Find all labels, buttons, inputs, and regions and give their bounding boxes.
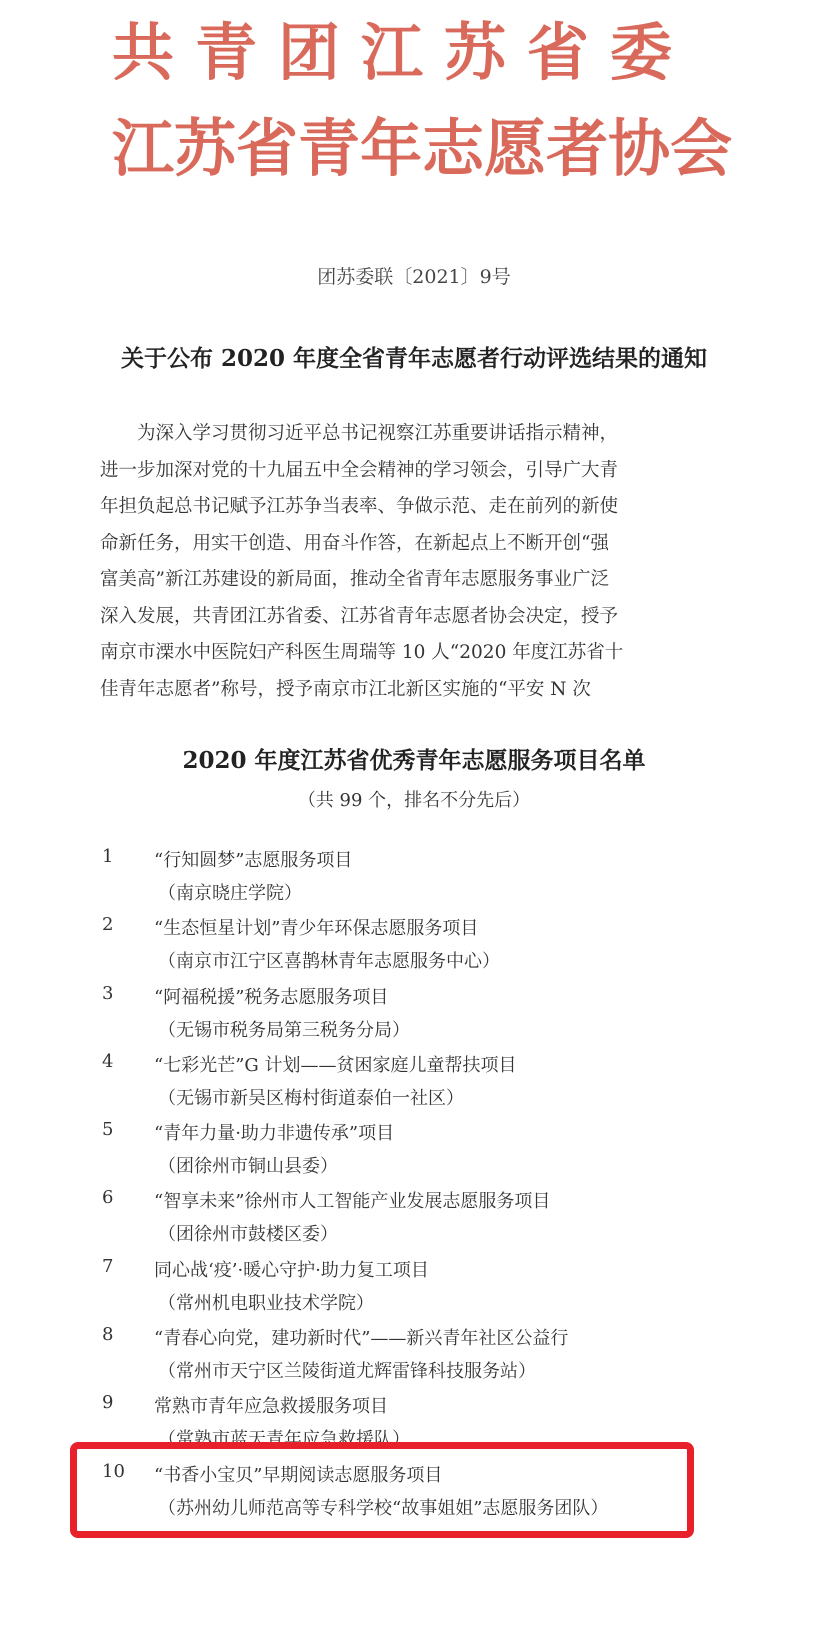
item-name: “生态恒星计划”青少年环保志愿服务项目 xyxy=(154,918,479,940)
item-number: 6 xyxy=(102,1187,114,1209)
item-name: “七彩光芒”G 计划——贫困家庭儿童帮扶项目 xyxy=(154,1054,517,1076)
list-item xyxy=(0,1256,828,1324)
item-name: “青春心向党，建功新时代”——新兴青年社区公益行 xyxy=(154,1328,569,1350)
item-organization: （苏州幼儿师范高等专科学校“故事姐姐”志愿服务团队） xyxy=(158,1497,609,1519)
body-line: 为深入学习贯彻习近平总书记视察江苏重要讲话指示精神， xyxy=(100,423,619,444)
list-item xyxy=(0,1324,828,1392)
letterhead-line-1 xyxy=(112,16,672,89)
item-name: 常熟市青年应急救援服务项目 xyxy=(154,1396,388,1418)
letterhead-char: 委 xyxy=(609,16,672,89)
letterhead-char: 年 xyxy=(360,112,423,185)
item-organization: （常州机电职业技术学院） xyxy=(158,1292,374,1314)
document-title: 关于公布 2020 年度全省青年志愿者行动评选结果的通知 xyxy=(120,345,708,372)
item-organization: （团徐州市鼓楼区委） xyxy=(158,1224,338,1246)
document-number: 团苏委联〔2021〕9号 xyxy=(317,266,511,288)
item-organization: （无锡市税务局第三税务分局） xyxy=(158,1019,410,1041)
item-organization: （常州市天宁区兰陵街道尤辉雷锋科技服务站） xyxy=(158,1361,536,1383)
letterhead-char: 愿 xyxy=(484,112,547,185)
project-list xyxy=(0,846,828,1529)
item-number: 5 xyxy=(102,1119,114,1141)
body-line: 南京市溧水中医院妇产科医生周瑞等 10 人“2020 年度江苏省十 xyxy=(100,642,624,663)
item-name: “行知圆梦”志愿服务项目 xyxy=(154,850,353,871)
letterhead-char: 苏 xyxy=(174,112,237,185)
item-organization: （常熟市蓝天青年应急救援队） xyxy=(158,1429,410,1451)
item-name: “阿福税援”税务志愿服务项目 xyxy=(154,986,389,1008)
list-item xyxy=(0,914,828,982)
list-title: 2020 年度江苏省优秀青年志愿服务项目名单 xyxy=(182,747,646,774)
letterhead-char: 青 xyxy=(194,16,257,89)
list-item xyxy=(0,983,828,1051)
item-number: 3 xyxy=(102,982,114,1004)
letterhead-char: 青 xyxy=(298,112,361,185)
list-subtitle: （共 99 个，排名不分先后） xyxy=(297,790,531,811)
item-number: 9 xyxy=(102,1392,114,1414)
item-organization: （无锡市新吴区梅村街道泰伯一社区） xyxy=(158,1087,464,1109)
item-name: “书香小宝贝”早期阅读志愿服务项目 xyxy=(154,1464,443,1486)
body-line: 命新任务，用实干创造、用奋斗作答，在新起点上不断开创“强 xyxy=(100,532,609,554)
body-line: 年担负起总书记赋予江苏争当表率、争做示范、走在前列的新使 xyxy=(100,496,619,517)
letterhead-char: 会 xyxy=(670,112,733,185)
list-item xyxy=(0,1187,828,1255)
item-number: 10 xyxy=(102,1460,125,1482)
highlight-box xyxy=(70,1442,694,1538)
item-organization: （南京市江宁区喜鹊林青年志愿服务中心） xyxy=(158,951,500,973)
letterhead-char: 者 xyxy=(546,112,609,185)
body-line: 深入发展，共青团江苏省委、江苏省青年志愿者协会决定，授予 xyxy=(100,605,619,627)
letterhead-char: 共 xyxy=(112,16,175,89)
body-line: 富美高”新江苏建设的新局面，推动全省青年志愿服务事业广泛 xyxy=(100,569,609,590)
item-number: 2 xyxy=(102,914,114,936)
letterhead-char: 江 xyxy=(112,112,175,185)
item-organization: （团徐州市铜山县委） xyxy=(158,1156,338,1178)
letterhead-char: 团 xyxy=(277,16,340,89)
letterhead-char: 志 xyxy=(422,112,485,185)
list-item xyxy=(0,1051,828,1119)
item-name: “青年力量·助力非遗传承”项目 xyxy=(154,1123,395,1145)
item-name: “智享未来”徐州市人工智能产业发展志愿服务项目 xyxy=(154,1191,551,1213)
letterhead-char: 省 xyxy=(526,16,589,89)
item-organization: （南京晓庄学院） xyxy=(158,883,302,904)
item-name: 同心战‘疫’·暖心守护·助力复工项目 xyxy=(154,1259,429,1281)
body-line: 佳青年志愿者”称号，授予南京市江北新区实施的“平安 N 次 xyxy=(100,678,591,700)
list-item xyxy=(0,1119,828,1187)
letterhead-char: 苏 xyxy=(443,16,506,89)
item-number: 1 xyxy=(102,846,114,867)
letterhead-char: 省 xyxy=(236,112,299,185)
list-item xyxy=(0,846,828,914)
letterhead-char: 江 xyxy=(360,16,423,89)
letterhead-char: 协 xyxy=(608,112,671,185)
item-number: 8 xyxy=(102,1324,114,1346)
item-number: 4 xyxy=(102,1050,114,1072)
body-line: 进一步加深对党的十九届五中全会精神的学习领会，引导广大青 xyxy=(100,459,619,481)
item-number: 7 xyxy=(102,1255,114,1277)
letterhead-line-2 xyxy=(112,112,733,185)
body-paragraph xyxy=(100,416,700,708)
